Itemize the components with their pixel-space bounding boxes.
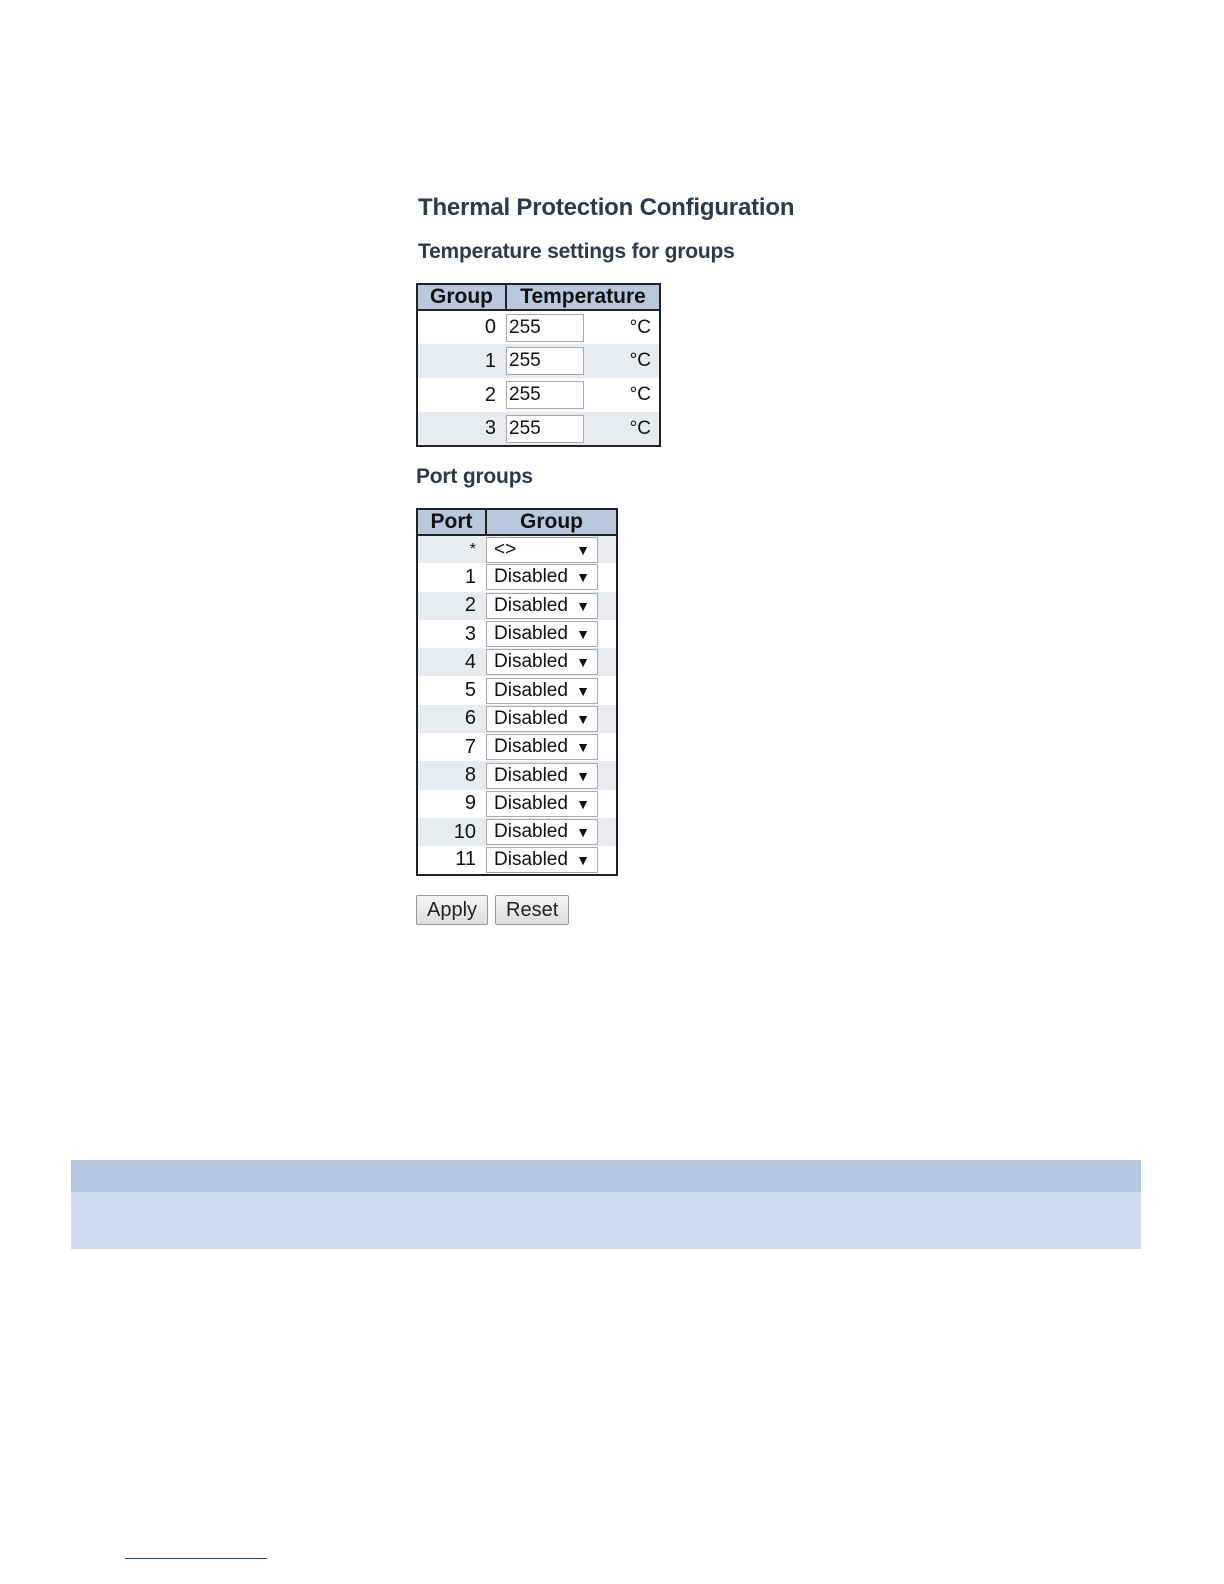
group-number: 2 [417, 378, 506, 412]
page-title: Thermal Protection Configuration [418, 194, 795, 221]
group-select[interactable] [486, 649, 598, 675]
group-select[interactable] [486, 706, 598, 732]
temp-section-title: Temperature settings for groups [418, 240, 735, 263]
temperature-input[interactable] [506, 314, 584, 342]
temperature-table [416, 283, 661, 447]
temperature-unit: °C [616, 310, 660, 344]
column-header-temperature: Temperature [506, 284, 660, 310]
select-value: Disabled [494, 651, 568, 673]
group-select[interactable] [486, 847, 598, 873]
port-number: 5 [417, 676, 486, 704]
table-row-wildcard [417, 535, 617, 563]
port-number: 11 [417, 846, 486, 874]
group-select[interactable] [486, 791, 598, 817]
group-select[interactable] [486, 593, 598, 619]
chevron-down-icon: ▼ [576, 710, 590, 727]
port-number: 8 [417, 761, 486, 789]
chevron-down-icon: ▼ [576, 767, 590, 784]
temperature-unit: °C [616, 344, 660, 378]
table-row [417, 310, 660, 344]
footer-link-underline [125, 1558, 267, 1559]
port-number: 1 [417, 563, 486, 591]
select-value: <> [494, 538, 517, 560]
table-row [417, 818, 617, 846]
group-select-wildcard[interactable] [486, 537, 598, 563]
group-number: 3 [417, 412, 506, 446]
table-row [417, 620, 617, 648]
table-row [417, 563, 617, 591]
column-header-group: Group [417, 284, 506, 310]
chevron-down-icon: ▼ [576, 739, 590, 756]
table-row [417, 648, 617, 676]
chevron-down-icon: ▼ [576, 824, 590, 841]
apply-button[interactable]: Apply [416, 895, 488, 925]
select-value: Disabled [494, 707, 568, 729]
chevron-down-icon: ▼ [576, 597, 590, 614]
port-number: 6 [417, 705, 486, 733]
port-section-title: Port groups [416, 465, 533, 488]
group-select[interactable] [486, 734, 598, 760]
select-value: Disabled [494, 679, 568, 701]
footer-band-bottom [71, 1192, 1141, 1249]
port-number: 4 [417, 648, 486, 676]
chevron-down-icon: ▼ [576, 795, 590, 812]
group-select[interactable] [486, 819, 598, 845]
table-row [417, 705, 617, 733]
table-row [417, 676, 617, 704]
group-select[interactable] [486, 621, 598, 647]
port-groups-table [416, 508, 618, 876]
group-number: 0 [417, 310, 506, 344]
port-wildcard: * [417, 535, 486, 563]
temperature-input[interactable] [506, 415, 584, 443]
table-row [417, 761, 617, 789]
table-row [417, 378, 660, 412]
select-value: Disabled [494, 736, 568, 758]
chevron-down-icon: ▼ [576, 541, 590, 558]
chevron-down-icon: ▼ [576, 682, 590, 699]
select-value: Disabled [494, 848, 568, 870]
table-row [417, 790, 617, 818]
select-value: Disabled [494, 566, 568, 588]
port-number: 2 [417, 592, 486, 620]
port-number: 3 [417, 620, 486, 648]
chevron-down-icon: ▼ [576, 654, 590, 671]
column-header-group: Group [486, 509, 617, 535]
port-number: 10 [417, 818, 486, 846]
group-select[interactable] [486, 564, 598, 590]
chevron-down-icon: ▼ [576, 626, 590, 643]
select-value: Disabled [494, 623, 568, 645]
port-number: 9 [417, 790, 486, 818]
table-row [417, 412, 660, 446]
table-row [417, 344, 660, 378]
temperature-input[interactable] [506, 347, 584, 375]
group-select[interactable] [486, 678, 598, 704]
table-row [417, 592, 617, 620]
select-value: Disabled [494, 764, 568, 786]
temperature-unit: °C [616, 412, 660, 446]
select-value: Disabled [494, 821, 568, 843]
column-header-port: Port [417, 509, 486, 535]
chevron-down-icon: ▼ [576, 569, 590, 586]
temperature-input[interactable] [506, 381, 584, 409]
group-select[interactable] [486, 763, 598, 789]
select-value: Disabled [494, 594, 568, 616]
temperature-unit: °C [616, 378, 660, 412]
select-value: Disabled [494, 792, 568, 814]
group-number: 1 [417, 344, 506, 378]
table-row [417, 846, 617, 874]
port-number: 7 [417, 733, 486, 761]
footer-band-top [71, 1160, 1141, 1192]
table-row [417, 733, 617, 761]
reset-button[interactable]: Reset [495, 895, 569, 925]
chevron-down-icon: ▼ [576, 851, 590, 868]
